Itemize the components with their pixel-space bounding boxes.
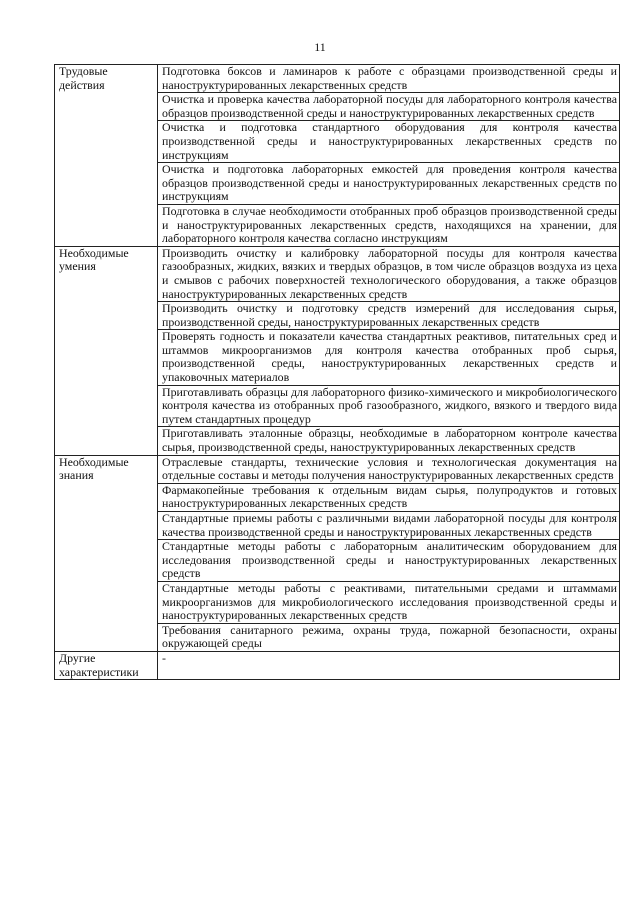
table-cell: Приготавливать эталонные образцы, необходимые в лабораторном контроле качества сырья, производственной среды, наноструктурированных лекарственных средств <box>158 427 620 455</box>
table-cell: Очистка и подготовка лабораторных емкостей для проведения контроля качества образцов производственной среды и наноструктурированных лекарственных средств по инструкциям <box>158 163 620 205</box>
table-cell: Стандартные приемы работы с различными видами лабораторной посуды для контроля качества производственной среды и наноструктурированных лекарственных средств <box>158 512 620 540</box>
table-cell: - <box>158 651 620 679</box>
page-number: 11 <box>314 40 326 54</box>
table-cell: Стандартные методы работы с лабораторным аналитическим оборудованием для исследования производственной среды и наноструктурированных лекарственных средств <box>158 540 620 582</box>
table-cell: Подготовка боксов и ламинаров к работе с образцами производственной среды и наноструктурированных лекарственных средств <box>158 65 620 93</box>
section-label-required-knowledge: Необходимые знания <box>55 455 158 651</box>
table-row <box>55 651 620 679</box>
table-row <box>55 65 620 93</box>
spec-table <box>54 64 620 680</box>
table-row <box>55 455 620 483</box>
table-cell: Стандартные методы работы с реактивами, питательными средами и штаммами микроорганизмов для микробиологического исследования производственной среды и наноструктурированных лекарственных средств <box>158 581 620 623</box>
table-cell: Фармакопейные требования к отдельным видам сырья, полупродуктов и готовых наноструктурированных лекарственных средств <box>158 483 620 511</box>
table-cell: Отраслевые стандарты, технические условия и технологическая документация на отдельные составы и методы получения наноструктурированных лекарственных средств <box>158 455 620 483</box>
section-label-labor-actions: Трудовые действия <box>55 65 158 247</box>
table-cell: Очистка и подготовка стандартного оборудования для контроля качества производственной среды и наноструктурированных лекарственных средств по инструкциям <box>158 121 620 163</box>
table-cell: Производить очистку и калибровку лабораторной посуды для контроля качества газообразных, жидких, вязких и твердых образцов, в том числе образцов воздуха из цеха и смывов с рабочих поверхностей технологического оборудования, а также образцов наноструктурированных лекарственных средств <box>158 246 620 301</box>
table-cell: Очистка и проверка качества лабораторной посуды для лабораторного контроля качества образцов производственной среды и наноструктурированных лекарственных средств <box>158 93 620 121</box>
table-cell: Проверять годность и показатели качества стандартных реактивов, питательных сред и штаммов микроорганизмов для контроля качества отобранных проб сырья, производственной среды, наноструктурированных лекарственных средств и упаковочных материалов <box>158 330 620 385</box>
table-row <box>55 246 620 301</box>
table-cell: Подготовка в случае необходимости отобранных проб образцов производственной среды и наноструктурированных лекарственных средств, находящихся на хранении, для лабораторного контроля качества согласно инструкциям <box>158 204 620 246</box>
section-label-required-skills: Необходимые умения <box>55 246 158 455</box>
table-cell: Приготавливать образцы для лабораторного физико-химического и микробиологического контроля качества из отобранных проб газообразного, жидкого, вязкого и твердого вида путем стандартных процедур <box>158 385 620 427</box>
table-cell: Производить очистку и подготовку средств измерений для исследования сырья, производственной среды, наноструктурированных лекарственных средств <box>158 302 620 330</box>
table-cell: Требования санитарного режима, охраны труда, пожарной безопасности, охраны окружающей среды <box>158 623 620 651</box>
section-label-other-characteristics: Другие характеристики <box>55 651 158 679</box>
